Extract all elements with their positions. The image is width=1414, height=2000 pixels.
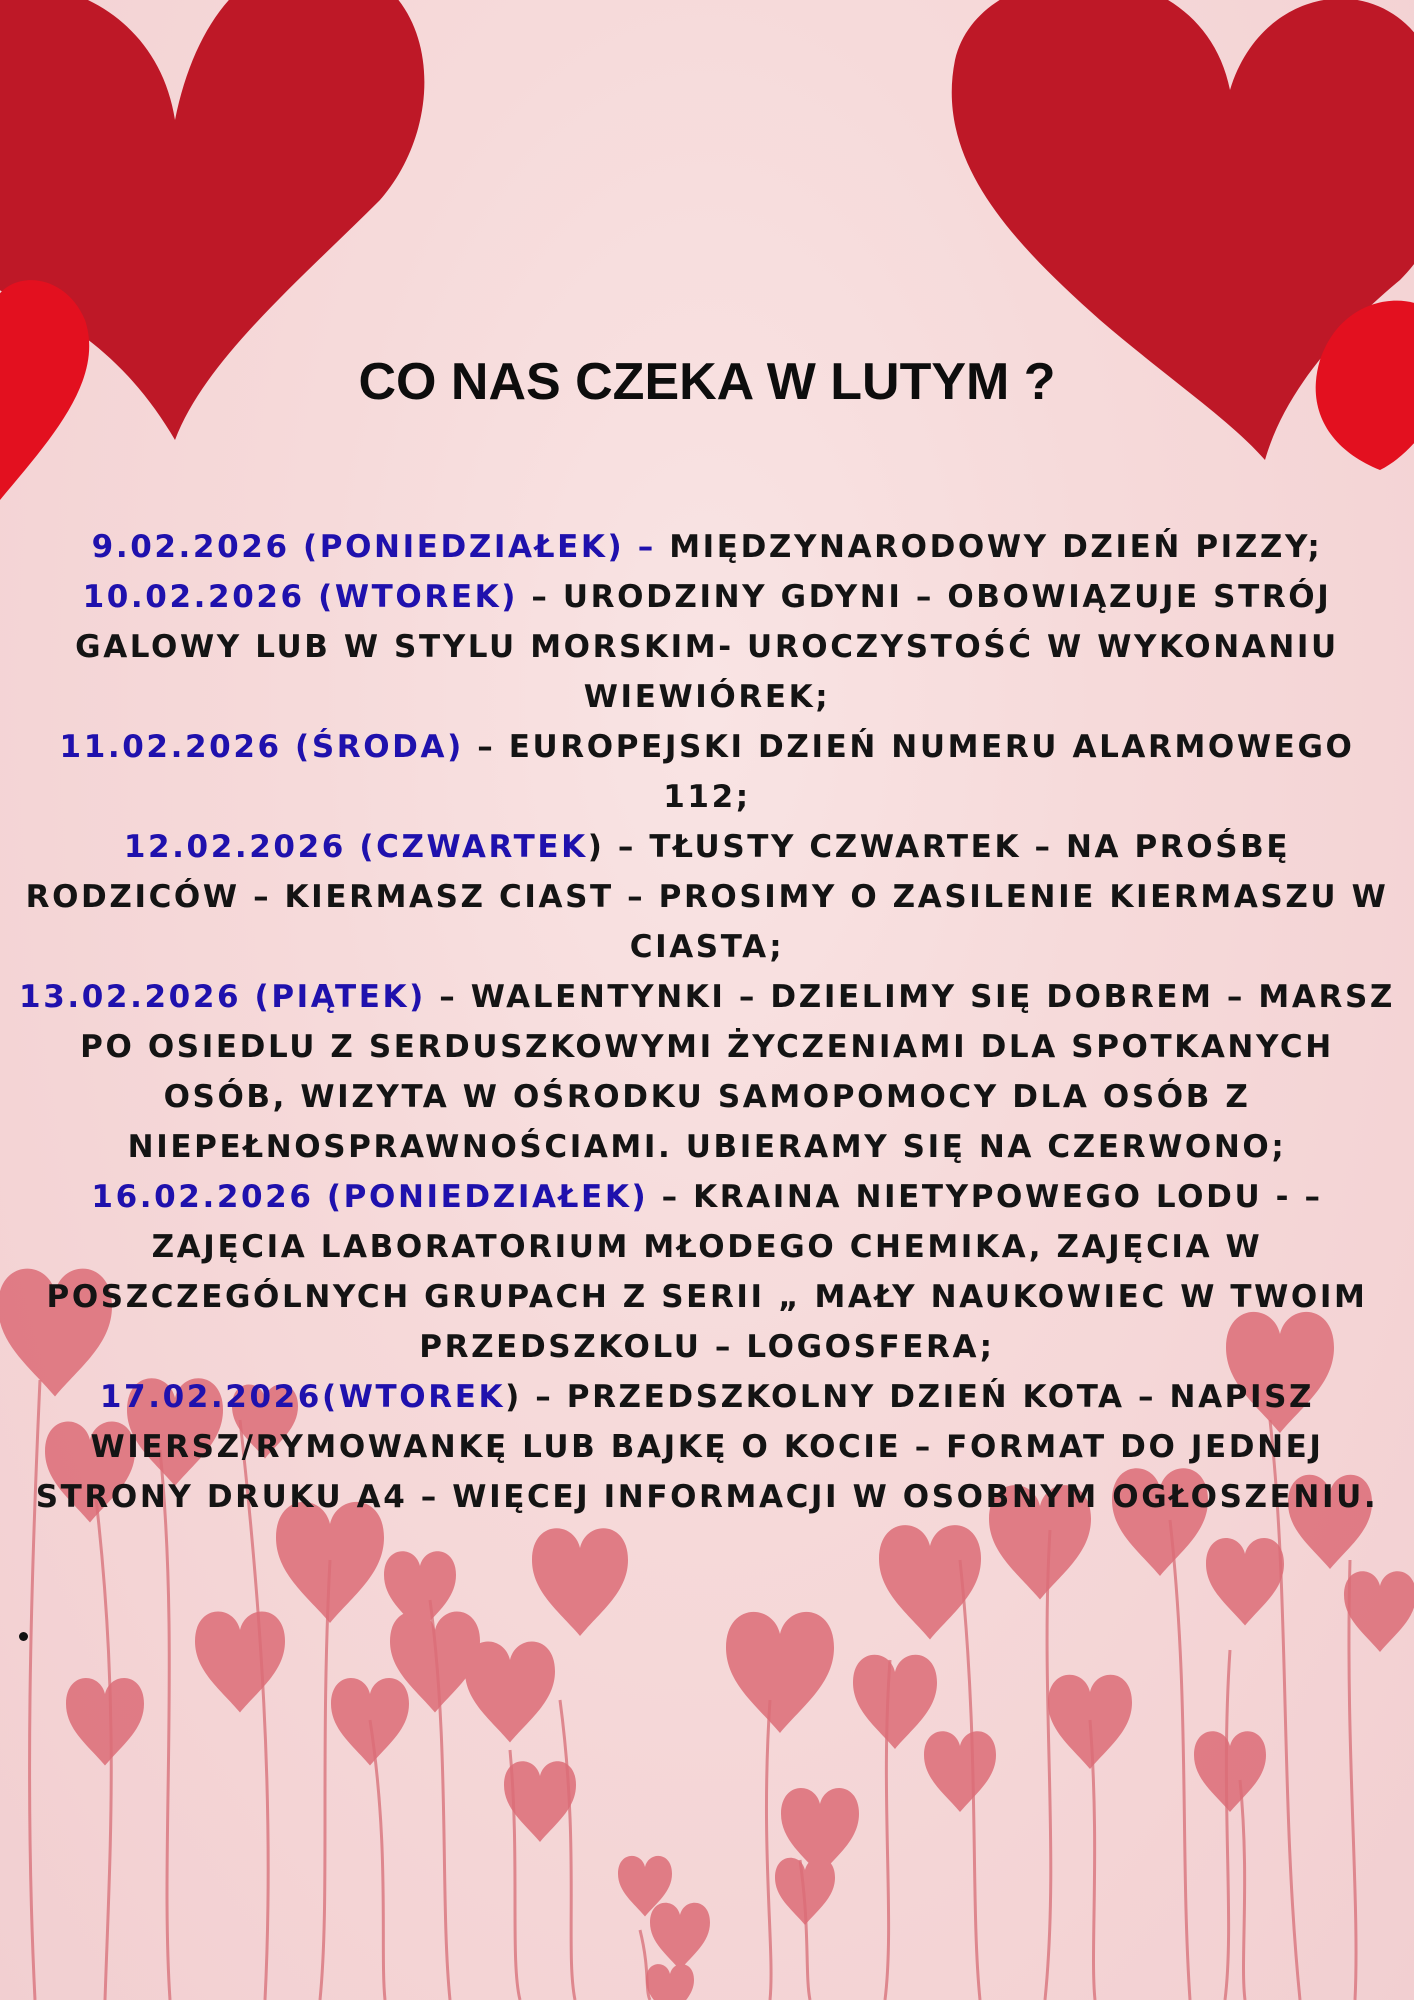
event-item [16,522,1398,572]
heart-balloon-icon [775,1858,835,1925]
heart-balloon-icon [532,1528,628,1636]
heart-balloon-icon [1206,1538,1284,1626]
heart-balloon-icon [726,1612,834,1733]
event-description: – WALENTYNKI – DZIELIMY SIĘ DOBREM – MARSZ PO OSIEDLU Z SERDUSZKOWYMI ŻYCZENIAMI DLA SPOTKANYCH OSÓB, WIZYTA W OŚRODKU SAMOPOMOCY DLA OSÓB Z NIEPEŁNOSPRAWNOŚCIAMI. UBIERAMY SIĘ NA CZERWONO; [80,979,1395,1165]
event-item [16,722,1398,822]
event-date: 12.02.2026 (CZWARTEK [123,829,588,865]
event-item [16,1172,1398,1372]
heart-balloon-icon [195,1612,285,1713]
event-description: MIĘDZYNARODOWY DZIEŃ PIZZY; [655,529,1323,565]
heart-balloon-icon [66,1678,144,1766]
event-description: – EUROPEJSKI DZIEŃ NUMERU ALARMOWEGO 112; [463,729,1355,815]
event-description: – KRAINA NIETYPOWEGO LODU - – ZAJĘCIA LABORATORIUM MŁODEGO CHEMIKA, ZAJĘCIA W POSZCZEGÓLNYCH GRUPACH Z SERII „ MAŁY NAUKOWIEC W TWOIM PRZEDSZKOLU – LOGOSFERA; [46,1179,1368,1365]
event-date: 10.02.2026 (WTOREK) [82,579,518,615]
event-list [16,522,1398,1522]
event-description: ) – TŁUSTY CZWARTEK – NA PROŚBĘ RODZICÓW – KIERMASZ CIAST – PROSIMY O ZASILENIE KIERMASZU W CIASTA; [25,829,1389,965]
heart-balloon-icon [1194,1731,1266,1812]
heart-balloon-icon [853,1655,937,1749]
event-item [16,1372,1398,1522]
list-bullet-icon [19,1632,28,1641]
event-description: ) – PRZEDSZKOLNY DZIEŃ KOTA – NAPISZ WIERSZ/RYMOWANKĘ LUB BAJKĘ O KOCIE – FORMAT DO JEDNEJ STRONY DRUKU A4 – WIĘCEJ INFORMACJI W OSOBNYM OGŁOSZENIU. [35,1379,1379,1515]
poster-title: CO NAS CZEKA W LUTYM ? [358,353,1056,411]
event-item [16,822,1398,972]
event-date: 9.02.2026 (PONIEDZIAŁEK) – [91,529,656,565]
heart-balloon-icon [1344,1571,1414,1652]
event-date: 11.02.2026 (ŚRODA) [59,729,464,765]
heart-balloon-icon [924,1731,996,1812]
event-item [16,972,1398,1172]
event-item [16,572,1398,722]
event-date: 13.02.2026 (PIĄTEK) [19,979,426,1015]
heart-balloon-icon [650,1903,710,1970]
event-date: 17.02.2026(WTOREK [99,1379,506,1415]
event-description: – URODZINY GDYNI – OBOWIĄZUJE STRÓJ GALOWY LUB W STYLU MORSKIM- UROCZYSTOŚĆ W WYKONANIU WIEWIÓREK; [75,579,1339,715]
event-date: 16.02.2026 (PONIEDZIAŁEK) [91,1179,649,1215]
heart-balloon-icon [1048,1675,1132,1769]
heart-balloon-icon [646,1964,694,2000]
heart-balloon-icon [465,1642,555,1743]
heart-balloon-icon [331,1678,409,1766]
